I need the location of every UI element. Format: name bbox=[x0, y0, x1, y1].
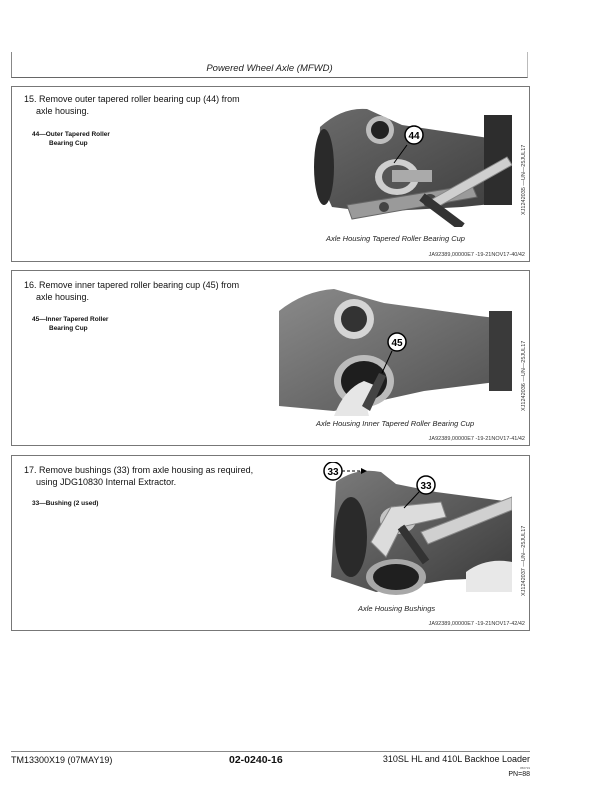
product-name: 310SL HL and 410L Backhoe Loader bbox=[382, 754, 530, 764]
step-15-instruction bbox=[24, 94, 284, 117]
step-17-instruction bbox=[24, 465, 304, 488]
step-number: 17. bbox=[24, 465, 37, 475]
image-side-code: XJ1242036 —UN—25JUL17 bbox=[521, 340, 527, 411]
step-15-section bbox=[11, 86, 530, 262]
axle-housing-bushings-photo bbox=[316, 462, 512, 597]
page-code: 02-0240-16 bbox=[229, 754, 283, 766]
step-16-instruction bbox=[24, 280, 284, 303]
image-caption: Axle Housing Bushings bbox=[358, 604, 436, 613]
axle-housing-outer-cup-photo bbox=[312, 97, 512, 227]
footer-tiny-code: 050719 bbox=[519, 766, 530, 770]
step-17-section bbox=[11, 455, 530, 631]
legend-label-line2: Bearing Cup bbox=[49, 139, 88, 147]
axle-housing-inner-cup-photo bbox=[274, 281, 512, 416]
step-number: 16. bbox=[24, 280, 37, 290]
image-side-code: XJ1242037 —UN—25JUL17 bbox=[521, 525, 527, 596]
page-header bbox=[11, 52, 528, 78]
section-title: Powered Wheel Axle (MFWD) bbox=[206, 63, 333, 74]
step-text-line2: axle housing. bbox=[36, 291, 90, 302]
image-side-code: XJ1242035 —UN—25JUL17 bbox=[521, 144, 527, 215]
step-number: 15. bbox=[24, 94, 37, 104]
reference-code: JA92389,00000E7 -19-21NOV17-41/42 bbox=[428, 436, 525, 442]
step-text-line1: Remove outer tapered roller bearing cup (44) from bbox=[39, 94, 240, 104]
step-text-line2: axle housing. bbox=[36, 105, 90, 116]
footer-divider bbox=[11, 751, 530, 752]
legend-label: Inner Tapered Roller bbox=[45, 316, 109, 323]
step-17-legend bbox=[32, 500, 98, 509]
step-text-line1: Remove inner tapered roller bearing cup (45) from bbox=[39, 280, 240, 290]
step-15-legend bbox=[32, 131, 110, 148]
reference-code: JA92389,00000E7 -19-21NOV17-40/42 bbox=[428, 252, 525, 258]
legend-key: 44— bbox=[32, 131, 46, 138]
callout-45: 45 bbox=[391, 338, 403, 349]
step-text-line2: using JDG10830 Internal Extractor. bbox=[36, 476, 177, 487]
image-caption: Axle Housing Inner Tapered Roller Bearing Cup bbox=[316, 419, 475, 428]
legend-label: Bushing (2 used) bbox=[45, 500, 99, 507]
legend-label: Outer Tapered Roller bbox=[45, 131, 110, 138]
callout-33-bushing: 33 bbox=[420, 481, 432, 492]
reference-code: JA92389,00000E7 -19-21NOV17-42/42 bbox=[428, 621, 525, 627]
legend-key: 45— bbox=[32, 316, 46, 323]
legend-key: 33— bbox=[32, 500, 46, 507]
legend-label-line2: Bearing Cup bbox=[49, 324, 88, 332]
manual-number: TM13300X19 (07MAY19) bbox=[11, 755, 113, 765]
callout-44: 44 bbox=[408, 131, 420, 142]
step-16-legend bbox=[32, 316, 108, 333]
page-number: PN=88 bbox=[508, 771, 530, 778]
step-text-line1: Remove bushings (33) from axle housing as required, bbox=[39, 465, 254, 475]
image-caption: Axle Housing Tapered Roller Bearing Cup bbox=[326, 234, 465, 243]
step-16-section bbox=[11, 270, 530, 446]
callout-33-hidden: 33 bbox=[327, 467, 339, 478]
